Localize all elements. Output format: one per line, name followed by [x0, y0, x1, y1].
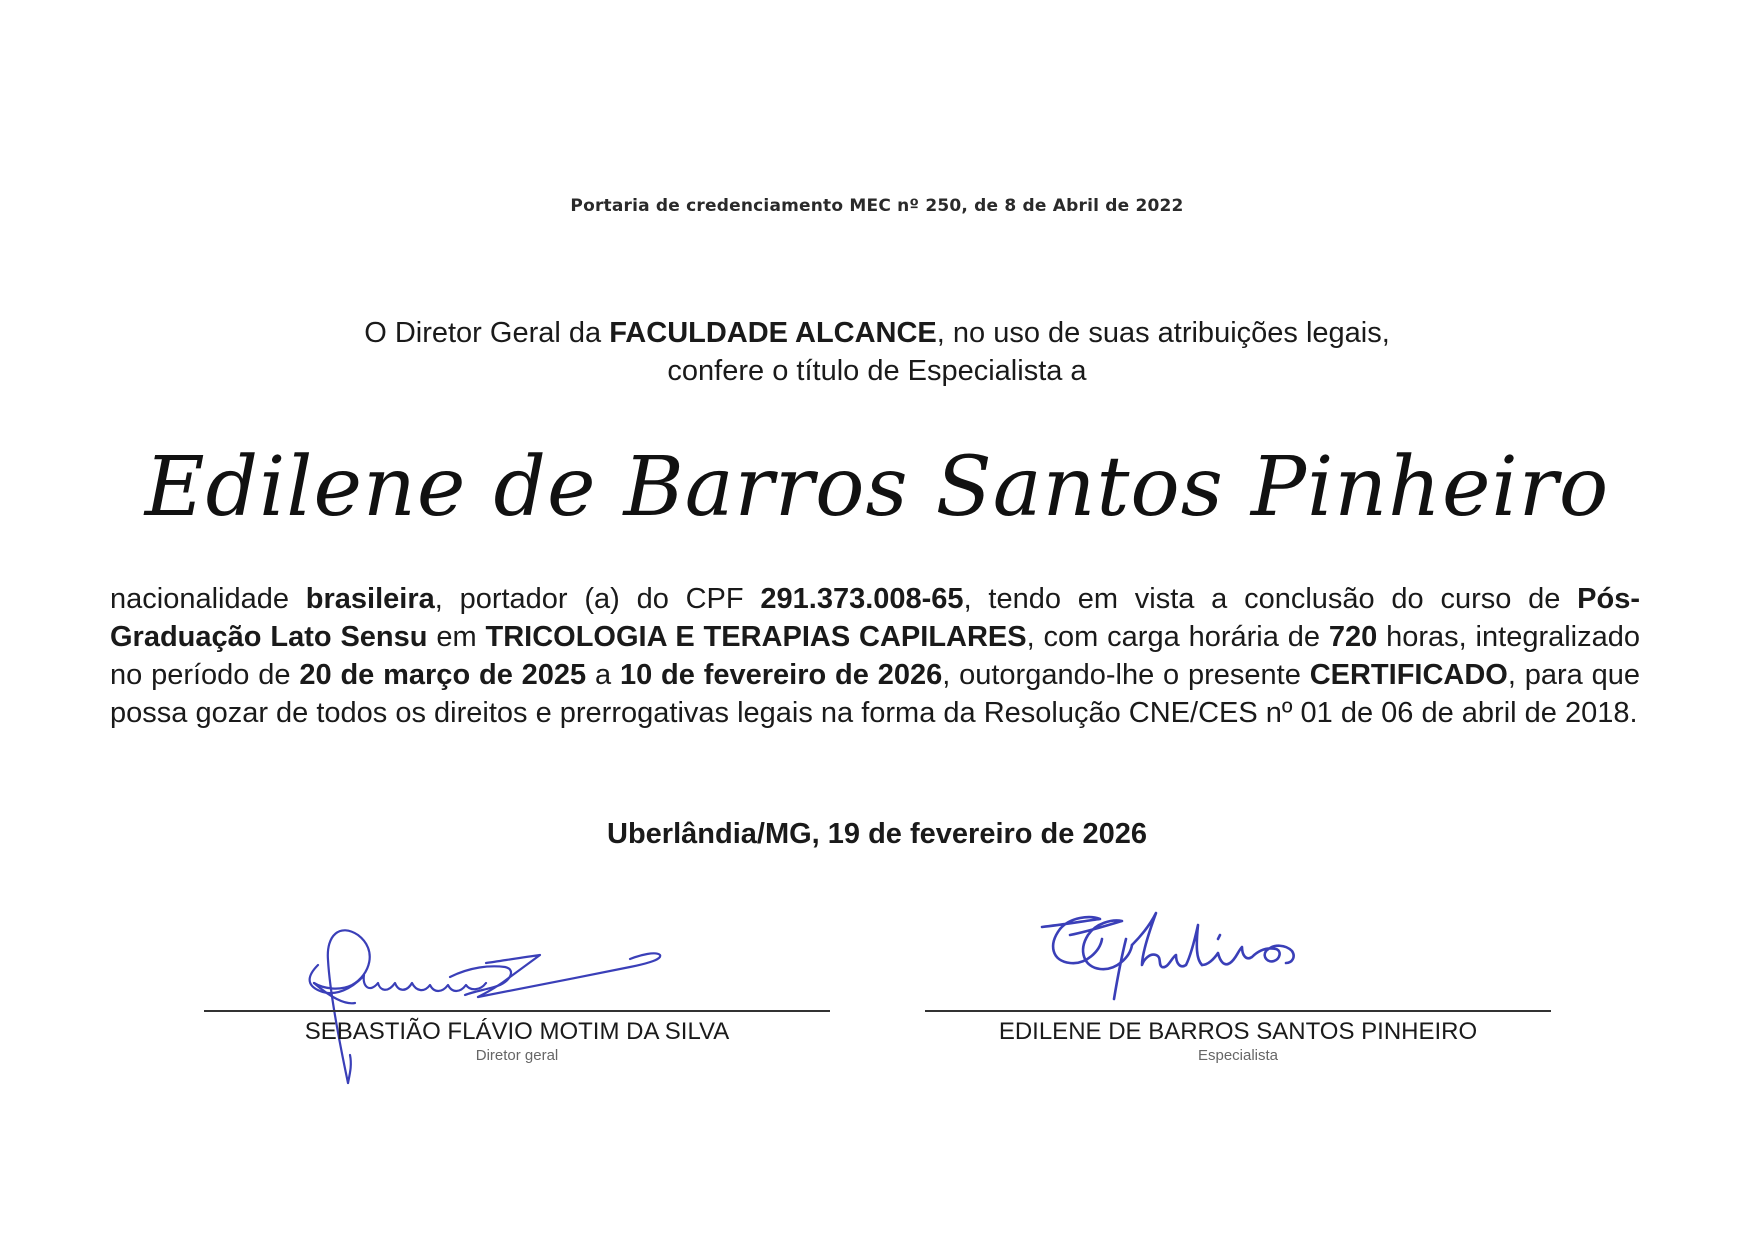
intro-line2: confere o título de Especialista a [667, 355, 1087, 387]
recipient-name: Edilene de Barros Santos Pinheiro [144, 440, 1610, 535]
body-t4: em [427, 621, 486, 653]
cpf-number: 291.373.008-65 [760, 583, 964, 615]
specialist-signature-line [925, 1010, 1551, 1012]
start-date: 20 de março de 2025 [299, 659, 587, 691]
decree-line: Portaria de credenciamento MEC nº 250, de 8 de Abril de 2022 [570, 196, 1184, 216]
institution-name: FACULDADE ALCANCE [609, 317, 937, 349]
body-t1: nacionalidade [110, 583, 306, 615]
end-date: 10 de fevereiro de 2026 [619, 659, 943, 691]
director-role: Diretor geral [475, 1047, 559, 1064]
specialist-name: EDILENE DE BARROS SANTOS PINHEIRO [998, 1018, 1478, 1045]
director-name: SEBASTIÃO FLÁVIO MOTIM DA SILVA [304, 1018, 730, 1045]
place-date: Uberlândia/MG, 19 de fevereiro de 2026 [607, 818, 1147, 850]
director-signature-block [204, 1010, 830, 1064]
certificate-word: CERTIFICADO [1309, 659, 1508, 691]
intro-text [0, 314, 1754, 390]
program-name: Pós-Graduação Lato Sensu [110, 583, 1641, 653]
intro-part1: O Diretor Geral da [364, 317, 610, 349]
body-t8: , outorgando-lhe o presente [942, 659, 1310, 691]
nationality: brasileira [305, 583, 435, 615]
intro-part2: , no uso de suas atribuições legais, [936, 317, 1390, 349]
body-t7: a [586, 659, 620, 691]
specialist-role: Especialista [1197, 1047, 1279, 1064]
specialist-signature-block [925, 1010, 1551, 1064]
director-signature-line [204, 1010, 830, 1012]
course-name: TRICOLOGIA E TERAPIAS CAPILARES [485, 621, 1027, 653]
course-hours: 720 [1328, 621, 1378, 653]
body-t2: , portador (a) do CPF [434, 583, 761, 615]
body-t5: , com carga horária de [1026, 621, 1329, 653]
body-t9: , para que possa gozar de todos os direitos e prerrogativas legais na forma da Resolução CNE/CES nº 01 de 06 de abril de 2018. [110, 659, 1640, 729]
specialist-signature-graphic [1030, 895, 1410, 1015]
body-t6: horas, integralizado no período de [110, 621, 1641, 691]
certificate-body [110, 580, 1640, 732]
body-t3: , tendo em vista a conclusão do curso de [963, 583, 1578, 615]
